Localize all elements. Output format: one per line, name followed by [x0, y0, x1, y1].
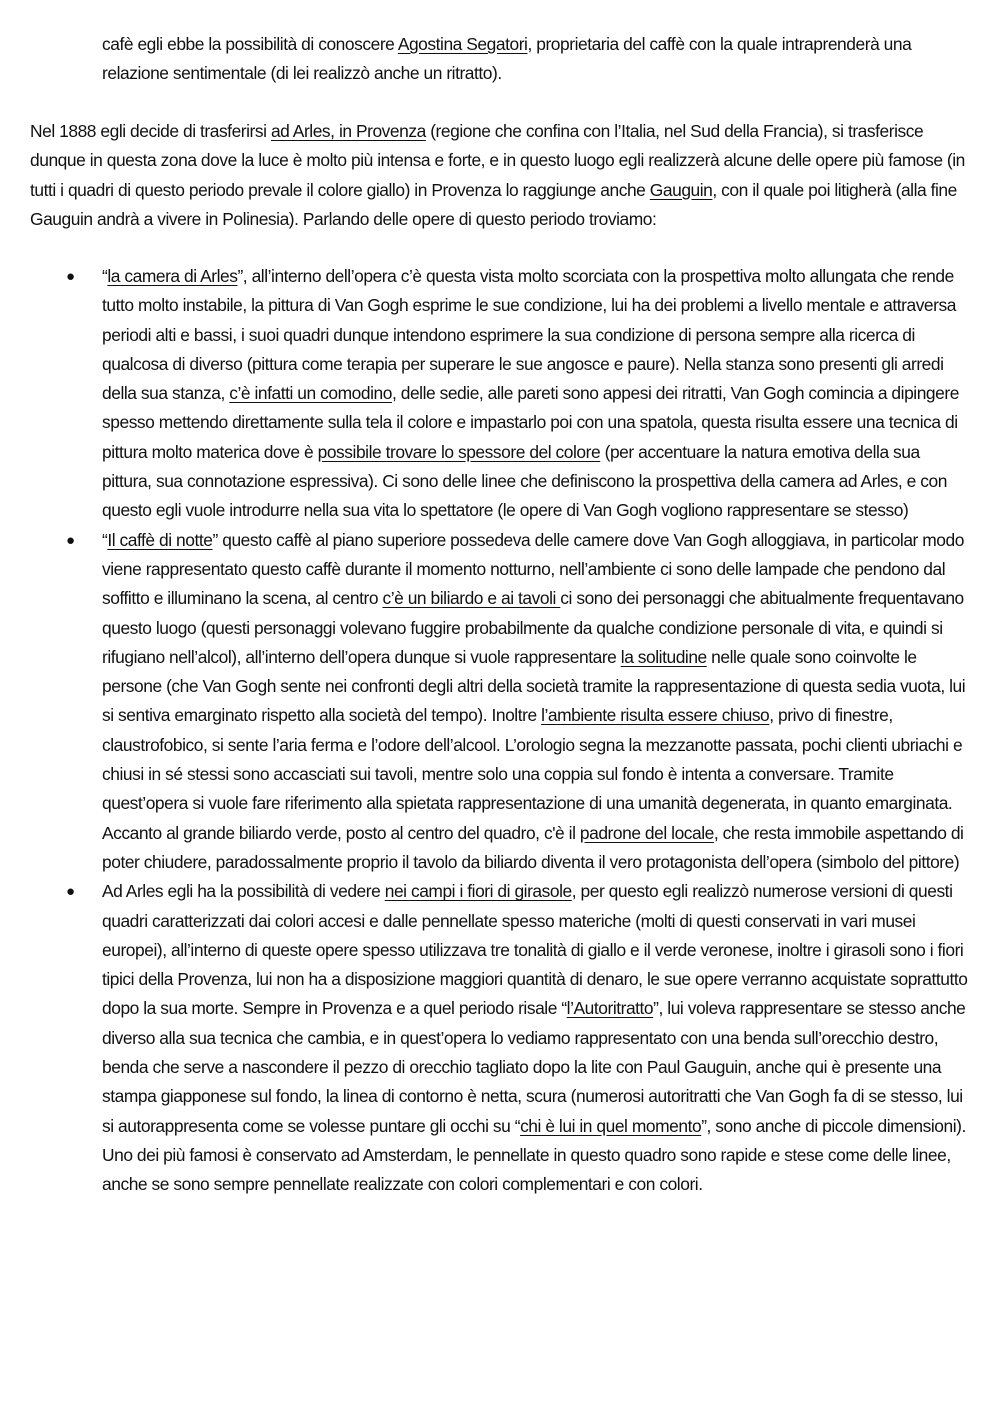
text-run: “ — [102, 266, 108, 286]
text-run: (regione che confina con l’Italia, nel Sud della Francia), si trasferisce dunque in questa zona dove la luce è molto più intensa e forte, e in questo luogo egli realizzerà alcune delle opere più famose (in tutti i quadri di questo periodo prevale il colore giallo) in Provenza lo raggiunge anche — [30, 121, 965, 200]
underlined-text: la solitudine — [620, 646, 707, 667]
underlined-text: c’è infatti un comodino — [229, 383, 392, 404]
bullet-icon: ● — [66, 531, 75, 549]
text-run: ci sono dei personaggi che abitualmente frequentavano questo luogo (questi personaggi volevano fuggire probabilmente da qualche condizione personale di vita, e quindi si rifugiano nell’alcol), all’interno dell’opera dunque si vuole rappresentare — [102, 588, 964, 667]
arles-paragraph — [30, 117, 972, 234]
text-run: cafè egli ebbe la possibilità di conoscere — [102, 34, 398, 54]
text-run: , delle sedie, alle pareti sono appesi dei ritratti, Van Gogh comincia a dipingere spesso mettendo direttamente sulla tela il colore e impastarlo poi con una spatola, questa risulta essere una tecnica di pittura molto materica dove è — [102, 383, 959, 462]
bullet-icon: ● — [66, 883, 75, 901]
underlined-text-gauguin: Gauguin — [649, 179, 713, 200]
underlined-text-agostina-segatori: Agostina Segatori — [397, 34, 528, 54]
text-run: Ad Arles egli ha la possibilità di vedere — [102, 881, 385, 902]
underlined-text: l’Autoritratto — [566, 998, 654, 1019]
text-run: “ — [102, 529, 108, 550]
list-item-caffe-di-notte — [30, 526, 972, 878]
text-run: (per accentuare la natura emotiva della sua pittura, sua connotazione espressiva). Ci sono delle linee che definiscono la prospettiva della camera ad Arles, e con questo egli vuole introdurre nella sua vita lo spettatore (le opere di Van Gogh vogliono rappresentare se stesso) — [102, 441, 947, 521]
text-run: , per questo egli realizzò numerose versioni di questi quadri caratterizzati dai colori accesi e dalle pennellate spesso materiche (molti di questi conservati in vari musei europei), all’interno di queste opere spesso utilizzava tre tonalità di giallo e il verde veronese, inoltre i girasoli sono i fiori tipici della Provenza, lui non ha a disposizione maggiori quantità di denaro, le sue opere verranno acquistate soprattutto dopo la sua morte. Sempre in Provenza e a quel periodo risale “ — [102, 881, 968, 1019]
text-run: , proprietaria del caffè con la quale intraprenderà una relazione sentimentale (di lei realizzò anche un ritratto). — [102, 34, 912, 84]
underlined-text: padrone del locale — [579, 822, 714, 843]
text-run: nelle quale sono coinvolte le persone (che Van Gogh sente nei confronti degli altri della società tramite la rappresentazione di questa sedia vuota, lui si sentiva emarginato rispetto alla società del tempo). Inoltre — [102, 646, 966, 726]
list-item-girasoli-autoritratto — [30, 877, 972, 1199]
text-run: , che resta immobile aspettando di poter chiudere, paradossalmente proprio il tavolo da biliardo diventa il vero protagonista dell’opera (simbolo del pittore) — [102, 822, 964, 872]
underlined-text: la camera di Arles — [107, 266, 238, 286]
underlined-text: l’ambiente risulta essere chiuso — [541, 705, 770, 726]
underlined-text-arles-provenza: ad Arles, in Provenza — [270, 121, 426, 141]
text-run: Nel 1888 egli decide di trasferirsi — [30, 121, 271, 141]
bullet-icon: ● — [66, 268, 75, 285]
text-run: , con il quale poi litigherà (alla fine Gauguin andrà a vivere in Polinesia). Parlando delle opere di questo periodo troviamo: — [30, 179, 957, 229]
text-run: , privo di finestre, claustrofobico, si sente l’aria ferma e l’odore dell’alcool. L’orologio segna la mezzanotte passata, pochi clienti ubriachi e chiusi in sé stessi sono accasciati sui tavoli, mentre solo una coppia sul fondo è intenta a conversare. Tramite quest’opera si vuole fare riferimento alla spietata rappresentazione di una umanità degenerata, in quanto emarginata. Accanto al grande biliardo verde, posto al centro del quadro, c'è il — [102, 705, 963, 843]
bullet-list — [30, 262, 972, 1200]
underlined-text: nei campi i fiori di girasole — [384, 881, 572, 902]
text-run: ”, sono anche di piccole dimensioni). Uno dei più famosi è conservato ad Amsterdam, le pennellate in questo quadro sono rapide e stese come delle linee, anche se sono sempre pennellate realizzate con colori complementari e con colori. — [102, 1115, 966, 1195]
intro-continuation-paragraph — [102, 30, 972, 89]
list-item-camera-di-arles — [30, 262, 972, 526]
underlined-text: c’è un biliardo e ai tavoli — [382, 588, 561, 609]
text-run: ”, lui voleva rappresentare se stesso anche diverso alla sua tecnica che cambia, e in quest’opera lo vediamo rappresentato con una benda sull’orecchio destro, benda che serve a nascondere il pezzo di orecchio tagliato dopo la lite con Paul Gauguin, anche qui è presente una stampa giapponese sul fondo, la linea di contorno è netta, scura (numerosi autoritratti che Van Gogh fa di se stesso, lui si autorappresenta come se volesse puntare gli occhi su “ — [102, 998, 966, 1136]
text-run: ” questo caffè al piano superiore possedeva delle camere dove Van Gogh alloggiava, in particolar modo viene rappresentato questo caffè durante il momento notturno, nell’ambiente ci sono delle lampade che pendono dal soffitto e illuminano la scena, al centro — [102, 529, 964, 609]
underlined-text: chi è lui in quel momento — [520, 1115, 702, 1136]
underlined-text: Il caffè di notte — [107, 529, 213, 550]
text-run: ”, all’interno dell’opera c’è questa vista molto scorciata con la prospettiva molto allungata che rende tutto molto instabile, la pittura di Van Gogh esprime le sue condizione, lui ha dei problemi a livello mentale e attraversa periodi alti e bassi, i suoi quadri dunque intendono esprimere la sua condizione di persona sempre alla ricerca di qualcosa di diverso (pittura come terapia per superare le sue angosce e paure). Nella stanza sono presenti gli arredi della sua stanza, — [102, 266, 956, 404]
underlined-text: possibile trovare lo spessore del colore — [317, 441, 601, 462]
